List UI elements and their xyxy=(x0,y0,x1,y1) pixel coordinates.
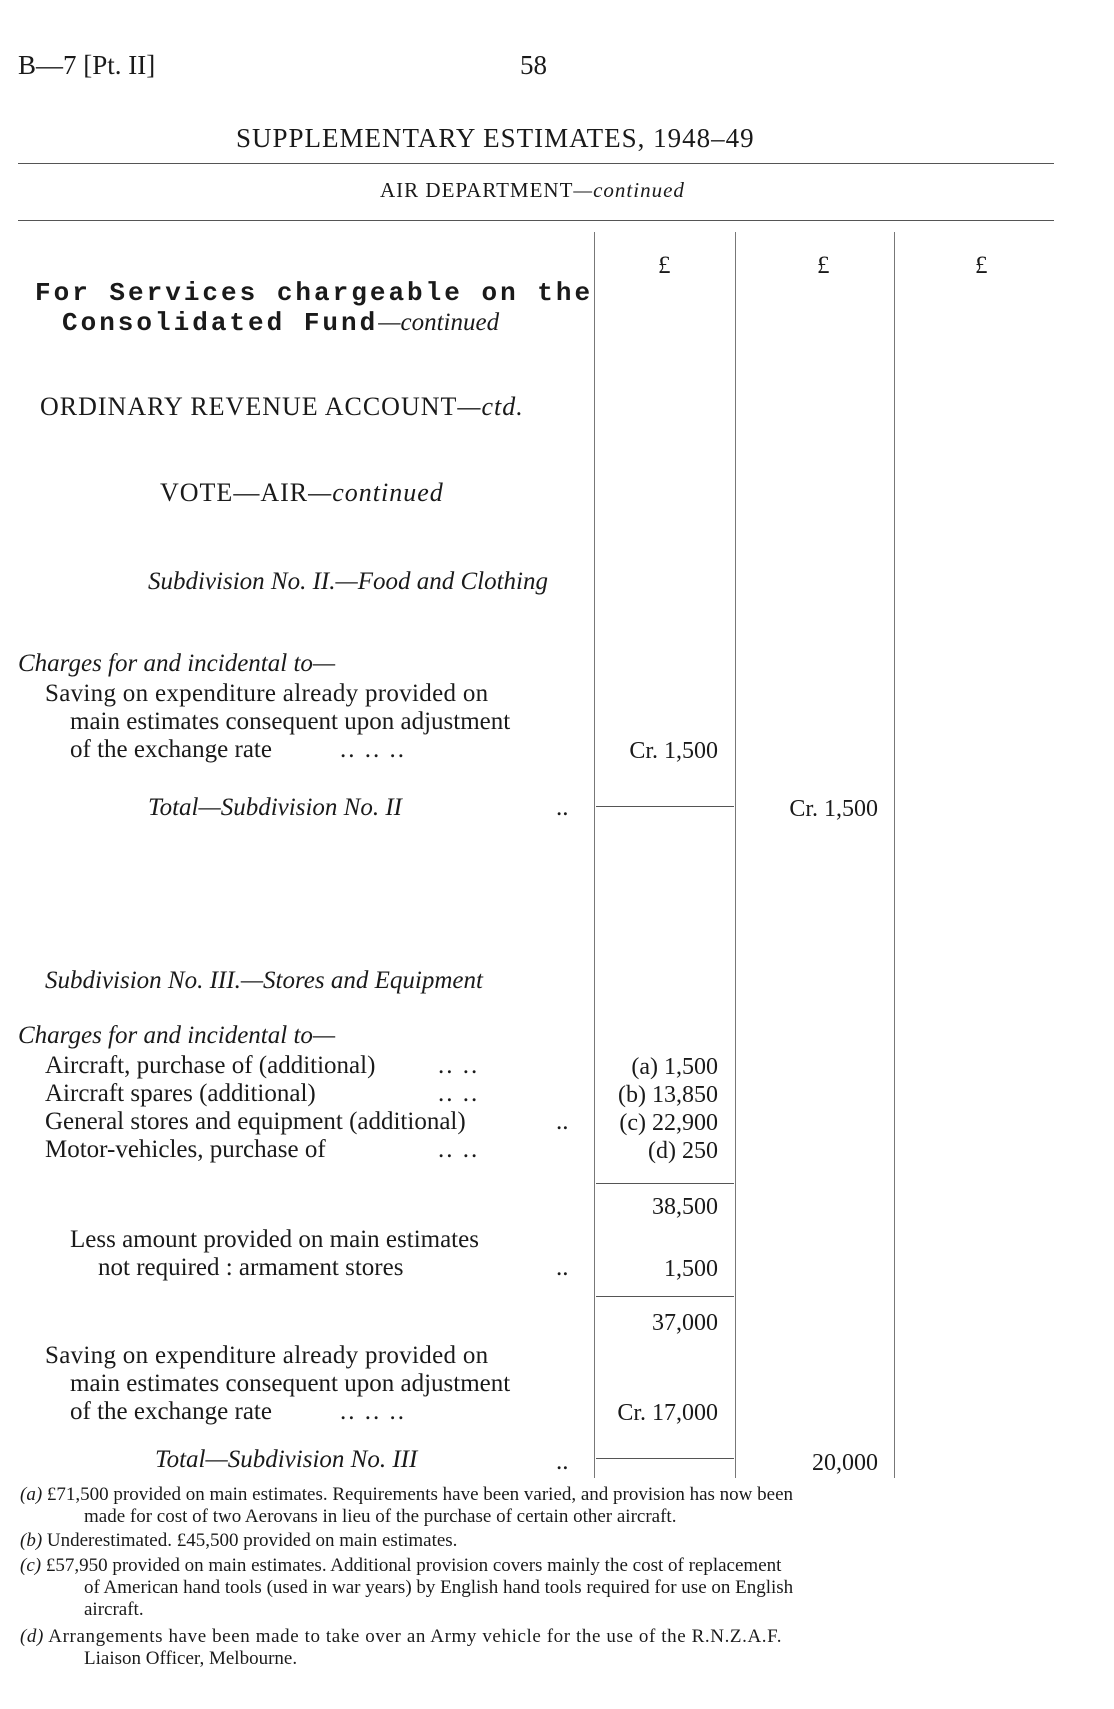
less-provided-leader: .. xyxy=(556,1254,569,1281)
footnote-b-mark: (b) xyxy=(20,1530,43,1551)
subdivision-2-total-label: Total—Subdivision No. II xyxy=(148,794,402,821)
subdivision-2-total-rule xyxy=(596,806,734,807)
subdivision-3-item-4-label: Motor-vehicles, purchase of xyxy=(45,1136,326,1163)
subdivision-3-item-4-amount xyxy=(596,1138,718,1165)
footnote-c-line1: £57,950 provided on main estimates. Additional provision covers mainly the cost of replacement xyxy=(45,1555,782,1576)
subdivision-3-item-2-leader: .. .. xyxy=(438,1080,480,1107)
subdivision-3-item-3-label: General stores and equipment (additional) xyxy=(45,1108,466,1135)
column-rule-2 xyxy=(735,232,736,1478)
column-head-3: £ xyxy=(975,252,988,279)
footnote-b xyxy=(20,1530,457,1552)
subdivision-3-item-1-amount-value: (a) 1,500 xyxy=(631,1054,718,1080)
column-rule-1 xyxy=(594,232,595,1478)
department-continued: —continued xyxy=(573,178,685,202)
subdivision-3-total-leader: .. xyxy=(556,1448,569,1475)
subtotal-1-rule xyxy=(596,1183,734,1184)
vote-continued: —continued xyxy=(308,478,444,507)
subdivision-3-item-3-amount xyxy=(596,1110,718,1137)
header-rule xyxy=(18,220,1054,221)
subdivision-3-item-4-leader: .. .. xyxy=(438,1136,480,1163)
subdivision-2-total-amount-value: Cr. 1,500 xyxy=(789,796,878,822)
fund-continued: —continued xyxy=(378,309,500,336)
saving-line2: main estimates consequent upon adjustment xyxy=(70,1370,511,1397)
subdivision-2-item-line2: main estimates consequent upon adjustment xyxy=(70,708,511,735)
fund-heading-line2 xyxy=(62,308,499,338)
account-continued: —ctd. xyxy=(457,392,524,421)
subdivision-3-total-amount xyxy=(740,1450,878,1477)
footnote-d-line1: Arrangements have been made to take over an Army vehicle for the use of the R.N.Z.A.F. xyxy=(48,1626,783,1647)
subdivision-3-item-1-label: Aircraft, purchase of (additional) xyxy=(45,1052,376,1079)
fund-heading-line1: For Services chargeable on the xyxy=(35,278,594,308)
subdivision-3-heading: Subdivision No. III.—Stores and Equipment xyxy=(45,967,483,994)
subdivision-3-item-3-leader: .. xyxy=(556,1108,569,1135)
subdivision-3-charges-intro: Charges for and incidental to— xyxy=(18,1022,336,1049)
subdivision-2-item-amount-value: Cr. 1,500 xyxy=(629,738,718,764)
account-name: ORDINARY REVENUE ACCOUNT xyxy=(40,392,458,421)
footnote-b-line1: Underestimated. £45,500 provided on main estimates. xyxy=(46,1530,458,1551)
saving-amount xyxy=(596,1400,718,1427)
title-rule xyxy=(18,163,1054,164)
saving-line3: of the exchange rate xyxy=(70,1398,272,1425)
footnote-a-mark: (a) xyxy=(20,1484,43,1505)
footnote-c-mark: (c) xyxy=(20,1555,42,1576)
footnote-d-line2: Liaison Officer, Melbourne. xyxy=(84,1648,298,1669)
fund-name: Consolidated Fund xyxy=(62,308,379,338)
document-title: SUPPLEMENTARY ESTIMATES, 1948–49 xyxy=(236,123,755,153)
column-head-1: £ xyxy=(658,252,671,279)
saving-amount-value: Cr. 17,000 xyxy=(617,1400,718,1426)
subdivision-3-subtotal-1-value: 38,500 xyxy=(652,1194,718,1220)
subdivision-3-item-2-amount xyxy=(596,1082,718,1109)
subdivision-2-charges-intro: Charges for and incidental to— xyxy=(18,650,336,677)
subdivision-3-item-1-leader: .. .. xyxy=(438,1052,480,1079)
account-heading xyxy=(40,392,524,422)
subdivision-2-item-line1: Saving on expenditure already provided on xyxy=(45,680,489,707)
subdivision-2-item-leader: .. .. .. xyxy=(340,736,406,763)
subdivision-3-item-1-amount xyxy=(596,1054,718,1081)
less-provided-amount-value: 1,500 xyxy=(664,1256,718,1282)
less-provided-line2: not required : armament stores xyxy=(98,1254,404,1281)
subdivision-2-total-amount xyxy=(740,796,878,823)
page-number: 58 xyxy=(520,50,547,80)
footnote-d xyxy=(20,1626,782,1648)
less-provided-amount xyxy=(596,1256,718,1283)
subdivision-2-item-line3: of the exchange rate xyxy=(70,736,272,763)
subdivision-3-item-3-amount-value: (c) 22,900 xyxy=(619,1110,718,1136)
footnote-a xyxy=(20,1484,793,1506)
less-provided-line1: Less amount provided on main estimates xyxy=(70,1226,479,1253)
saving-leader: .. .. .. xyxy=(340,1398,406,1425)
department-name: AIR DEPARTMENT xyxy=(380,178,574,202)
column-head-2: £ xyxy=(817,252,830,279)
footnote-c-line2: of American hand tools (used in war years) by English hand tools required for use on English xyxy=(84,1577,794,1598)
footnote-c xyxy=(20,1555,781,1577)
subdivision-3-subtotal-2 xyxy=(596,1310,718,1337)
footnote-c-line3: aircraft. xyxy=(84,1599,144,1620)
subtotal-2-rule xyxy=(596,1296,734,1297)
subdivision-2-heading: Subdivision No. II.—Food and Clothing xyxy=(148,568,548,595)
subdivision-3-subtotal-1 xyxy=(596,1194,718,1221)
footnote-a-line2: made for cost of two Aerovans in lieu of the purchase of certain other aircraft. xyxy=(84,1506,677,1527)
subdivision-3-item-4-amount-value: (d) 250 xyxy=(648,1138,718,1164)
column-rule-3 xyxy=(894,232,895,1478)
subdivision-3-subtotal-2-value: 37,000 xyxy=(652,1310,718,1336)
vote-name: VOTE—AIR xyxy=(160,478,309,507)
subdivision-3-total-label: Total—Subdivision No. III xyxy=(155,1446,418,1473)
saving-line1: Saving on expenditure already provided on xyxy=(45,1342,489,1369)
footnote-d-mark: (d) xyxy=(20,1626,44,1647)
subdivision-3-item-2-label: Aircraft spares (additional) xyxy=(45,1080,316,1107)
department-heading xyxy=(380,178,685,203)
subdivision-3-total-rule xyxy=(596,1458,734,1459)
subdivision-2-item-amount xyxy=(596,738,718,765)
footnote-a-line1: £71,500 provided on main estimates. Requirements have been varied, and provision has now been xyxy=(46,1484,793,1505)
subdivision-3-item-2-amount-value: (b) 13,850 xyxy=(618,1082,718,1108)
subdivision-3-total-amount-value: 20,000 xyxy=(812,1450,878,1476)
vote-heading xyxy=(160,478,444,508)
subdivision-2-total-leader: .. xyxy=(556,794,569,821)
page-reference: B—7 [Pt. II] xyxy=(18,50,156,80)
